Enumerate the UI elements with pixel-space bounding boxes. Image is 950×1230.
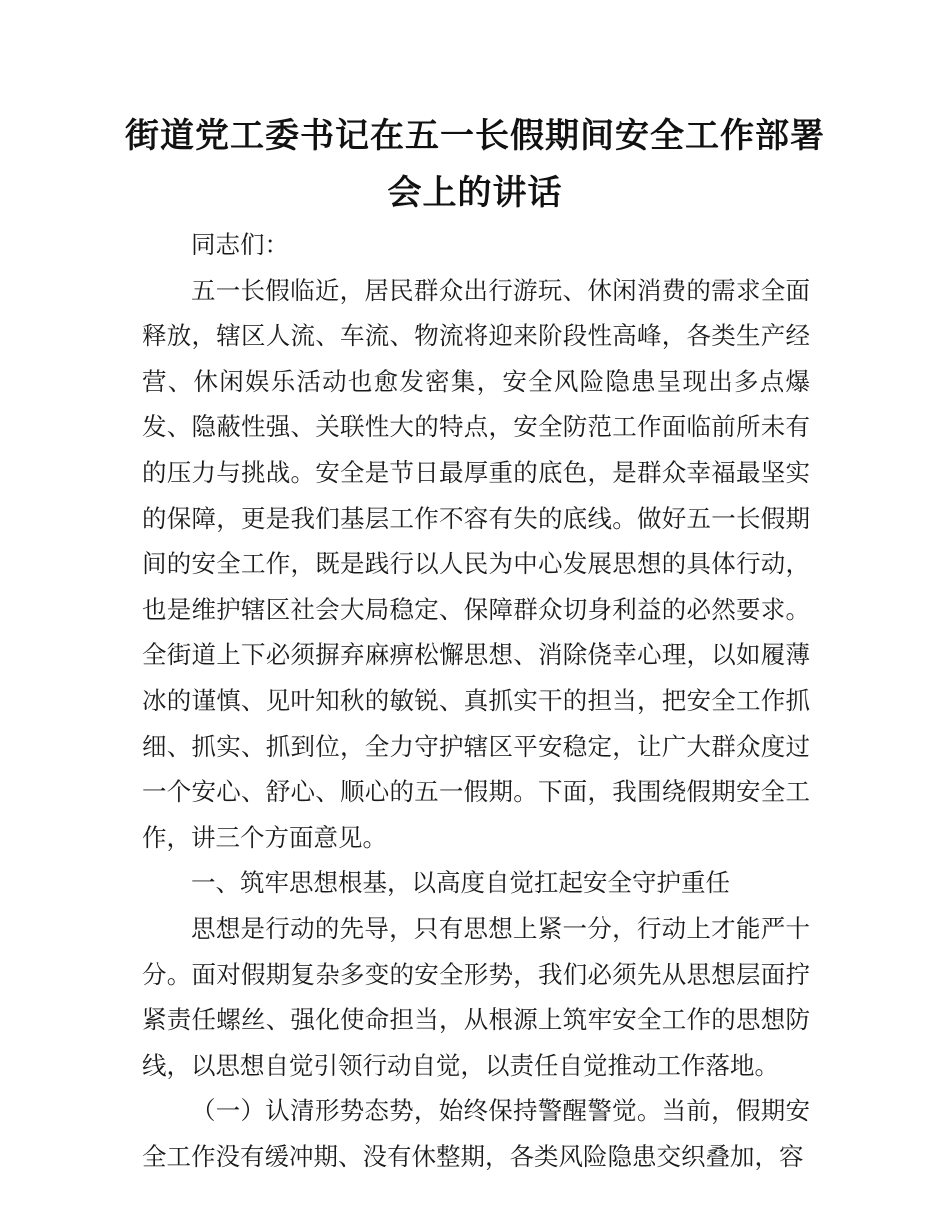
- document-title-line-2: 会上的讲话: [387, 173, 563, 213]
- document-body: [142, 222, 810, 1179]
- paragraph-intro: 五一长假临近，居民群众出行游玩、休闲消费的需求全面释放，辖区人流、车流、物流将迎来阶段性高峰，各类生产经营、休闲娱乐活动也愈发密集，安全风险隐患呈现出多点爆发、隐蔽性强、关联性大的特点，安全防范工作面临前所未有的压力与挑战。安全是节日最厚重的底色，是群众幸福最坚实的保障，更是我们基层工作不容有失的底线。做好五一长假期间的安全工作，既是践行以人民为中心发展思想的具体行动，也是维护辖区社会大局稳定、保障群众切身利益的必然要求。全街道上下必须摒弃麻痹松懈思想、消除侥幸心理，以如履薄冰的谨慎、见叶知秋的敏锐、真抓实干的担当，把安全工作抓细、抓实、抓到位，全力守护辖区平安稳定，让广大群众度过一个安心、舒心、顺心的五一假期。下面，我围绕假期安全工作，讲三个方面意见。: [142, 275, 810, 852]
- section-heading-1: 一、筑牢思想根基，以高度自觉扛起安全守护重任: [191, 868, 730, 898]
- paragraph-section-1: 思想是行动的先导，只有思想上紧一分，行动上才能严十分。面对假期复杂多变的安全形势，我们必须先从思想层面拧紧责任螺丝、强化使命担当，从根源上筑牢安全工作的思想防线，以思想自觉引领行动自觉，以责任自觉推动工作落地。: [142, 913, 810, 1080]
- paragraph-subsection-1: （一）认清形势态势，始终保持警醒警觉。当前，假期安全工作没有缓冲期、没有休整期，各类风险隐患交织叠加，容: [142, 1096, 810, 1171]
- document-title-line-1: 街道党工委书记在五一长假期间安全工作部署: [125, 116, 825, 156]
- salutation: 同志们：: [191, 230, 289, 259]
